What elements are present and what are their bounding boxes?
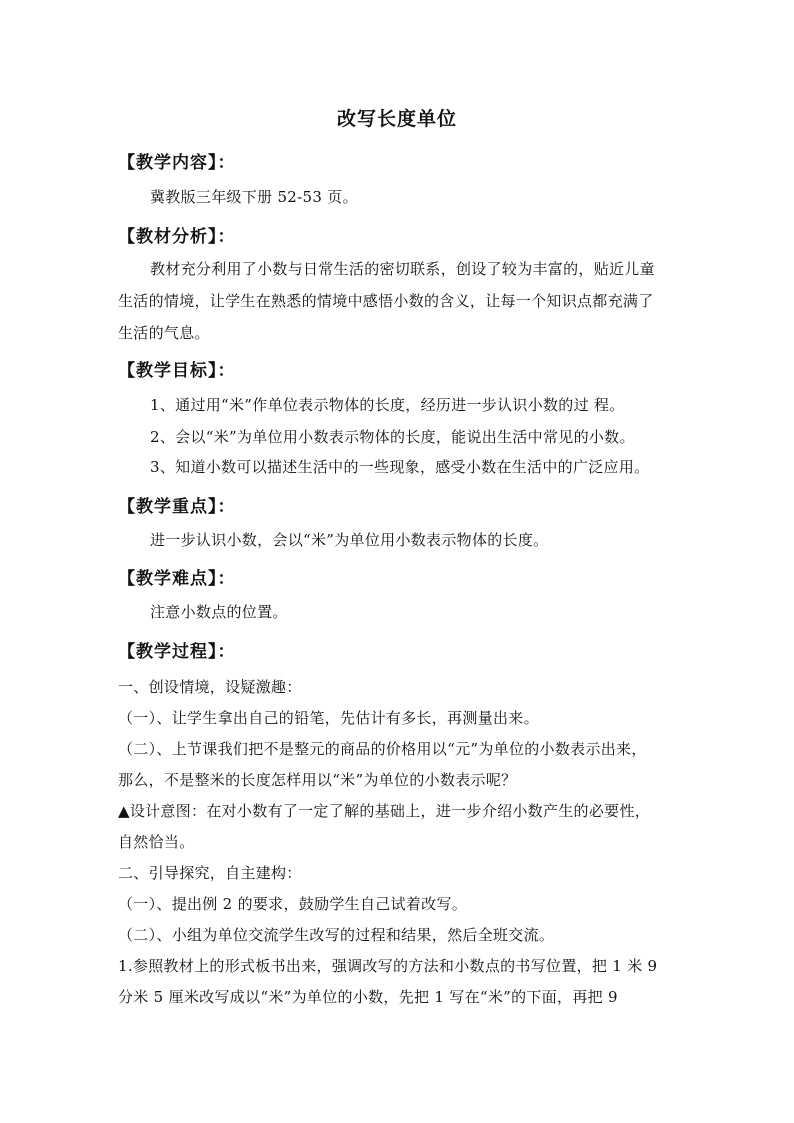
goal-item: 1、通过用“米”作单位表示物体的长度，经历进一步认识小数的过 程。 — [150, 396, 625, 414]
process-line: （二）、小组为单位交流学生改写的过程和结果，然后全班交流。 — [118, 926, 555, 944]
heading-teaching-content: 【教学内容】： — [118, 153, 236, 173]
analysis-line: 生活的情境，让学生在熟悉的情境中感悟小数的含义，让每一个知识点都充满了 — [118, 292, 654, 310]
process-line: 分米 5 厘米改写成以“米”为单位的小数，先把 1 写在“米”的下面，再把 9 — [118, 988, 618, 1006]
goal-item: 2、会以“米”为单位用小数表示物体的长度，能说出生活中常见的小数。 — [150, 428, 635, 446]
process-line: 一、创设情境，设疑激趣： — [118, 678, 302, 696]
process-line: （一）、提出例 2 的要求，鼓励学生自己试着改写。 — [118, 895, 468, 913]
process-line: 1.参照教材上的形式板书出来，强调改写的方法和小数点的书写位置，把 1 米 9 — [118, 957, 658, 975]
heading-teaching-goals: 【教学目标】： — [118, 361, 236, 381]
analysis-line: 生活的气息。 — [118, 324, 210, 342]
heading-material-analysis: 【教材分析】： — [118, 227, 236, 247]
goal-item: 3、知道小数可以描述生活中的一些现象，感受小数在生活中的广泛应用。 — [150, 458, 650, 476]
process-line: 那么，不是整米的长度怎样用以“米”为单位的小数表示呢？ — [118, 771, 517, 789]
key-point-line: 进一步认识小数，会以“米”为单位用小数表示物体的长度。 — [150, 531, 549, 549]
design-intent-line: ▲设计意图：在对小数有了一定了解的基础上，进一步介绍小数产生的必要性， — [118, 802, 651, 820]
difficulty-line: 注意小数点的位置。 — [150, 603, 288, 621]
process-line: （一）、让学生拿出自己的铅笔，先估计有多长，再测量出来。 — [118, 709, 539, 727]
heading-teaching-process: 【教学过程】： — [118, 642, 236, 662]
document-title: 改写长度单位 — [336, 108, 457, 130]
heading-difficulties: 【教学难点】： — [118, 569, 236, 589]
heading-key-points: 【教学重点】： — [118, 497, 236, 517]
design-intent-line: 自然恰当。 — [118, 833, 195, 851]
analysis-line: 教材充分利用了小数与日常生活的密切联系，创设了较为丰富的，贴近儿童 — [150, 260, 655, 278]
content-line: 冀教版三年级下册 52-53 页。 — [150, 188, 358, 206]
process-line: 二、引导探究，自主建构： — [118, 864, 302, 882]
process-line: （二）、上节课我们把不是整元的商品的价格用以“元”为单位的小数表示出来， — [118, 740, 647, 758]
